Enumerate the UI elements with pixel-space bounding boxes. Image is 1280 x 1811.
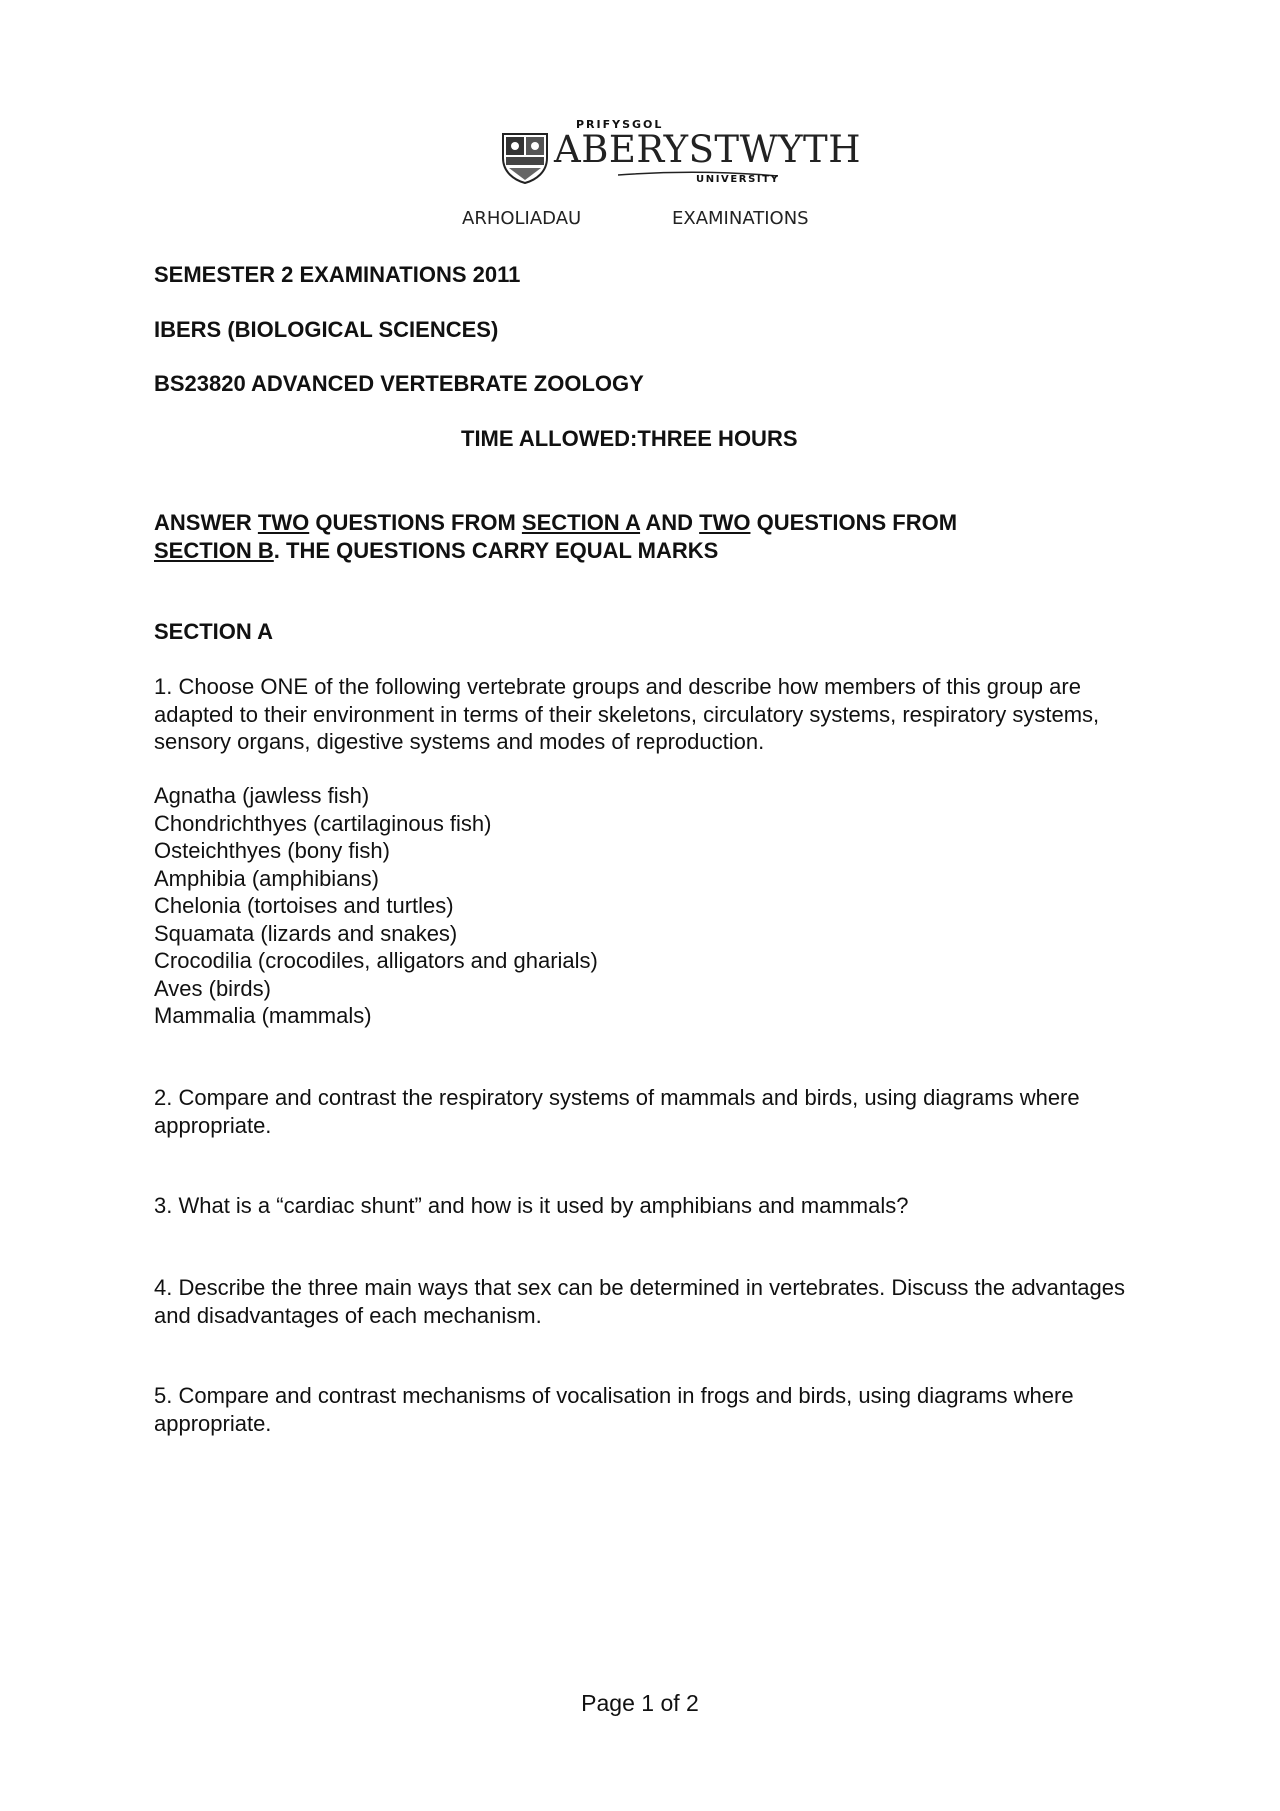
university-logo xyxy=(500,118,861,188)
list-item: Mammalia (mammals) xyxy=(154,1003,372,1028)
section-a-heading: SECTION A xyxy=(154,619,273,644)
instr-section-a: SECTION A xyxy=(521,510,641,535)
question-2: 2. Compare and contrast the respiratory systems of mammals and birds, using diagrams where appropriate. xyxy=(154,1085,1080,1138)
list-item: Amphibia (amphibians) xyxy=(154,865,379,891)
list-item: Crocodilia (crocodiles, alligators and gharials) xyxy=(154,948,598,973)
list-item: Aves (birds) xyxy=(154,975,271,1001)
list-item: Osteichthyes (bony fish) xyxy=(154,838,390,863)
vertebrate-groups-list xyxy=(154,782,598,1030)
question-4: 4. Describe the three main ways that sex can be determined in vertebrates. Discuss the advantages and disadvantages of each mechanism. xyxy=(154,1275,1125,1328)
question-3: 3. What is a “cardiac shunt” and how is it used by amphibians and mammals? xyxy=(154,1193,909,1218)
welsh-label: ARHOLIADAU xyxy=(462,208,582,229)
crest-icon xyxy=(500,130,550,184)
instructions: ANSWER TWO QUESTIONS FROM SECTION A AND TWO QUESTIONS FROM SECTION B. THE QUESTIONS CARRY EQUAL MARKS xyxy=(154,510,958,563)
semester-title: SEMESTER 2 EXAMINATIONS 2011 xyxy=(154,262,521,287)
english-label: EXAMINATIONS xyxy=(672,208,809,229)
list-item: Agnatha (jawless fish) xyxy=(154,783,370,808)
logo-university: UNIVERSITY xyxy=(696,174,780,185)
instr-two-a: TWO xyxy=(257,510,310,535)
question-1: 1. Choose ONE of the following vertebrate groups and describe how members of this group are adapted to their environment in terms of their skeletons, circulatory systems, respiratory systems, sensory organs, digestive systems and modes of reproduction. xyxy=(154,674,1100,754)
list-item: Squamata (lizards and snakes) xyxy=(154,920,458,946)
instr-two-b: TWO xyxy=(699,510,751,535)
logo-prifysgol: PRIFYSGOL xyxy=(576,118,664,131)
time-allowed: TIME ALLOWED:THREE HOURS xyxy=(461,426,798,451)
instr-section-b: SECTION B xyxy=(154,537,274,563)
page-number: Page 1 of 2 xyxy=(581,1690,699,1716)
question-5: 5. Compare and contrast mechanisms of vocalisation in frogs and birds, using diagrams where appropriate. xyxy=(154,1383,1074,1436)
module-title: BS23820 ADVANCED VERTEBRATE ZOOLOGY xyxy=(154,371,644,396)
list-item: Chondrichthyes (cartilaginous fish) xyxy=(154,810,492,836)
logo-name: ABERYSTWYTH xyxy=(554,128,861,171)
list-item: Chelonia (tortoises and turtles) xyxy=(154,893,454,918)
department-title: IBERS (BIOLOGICAL SCIENCES) xyxy=(154,317,499,342)
